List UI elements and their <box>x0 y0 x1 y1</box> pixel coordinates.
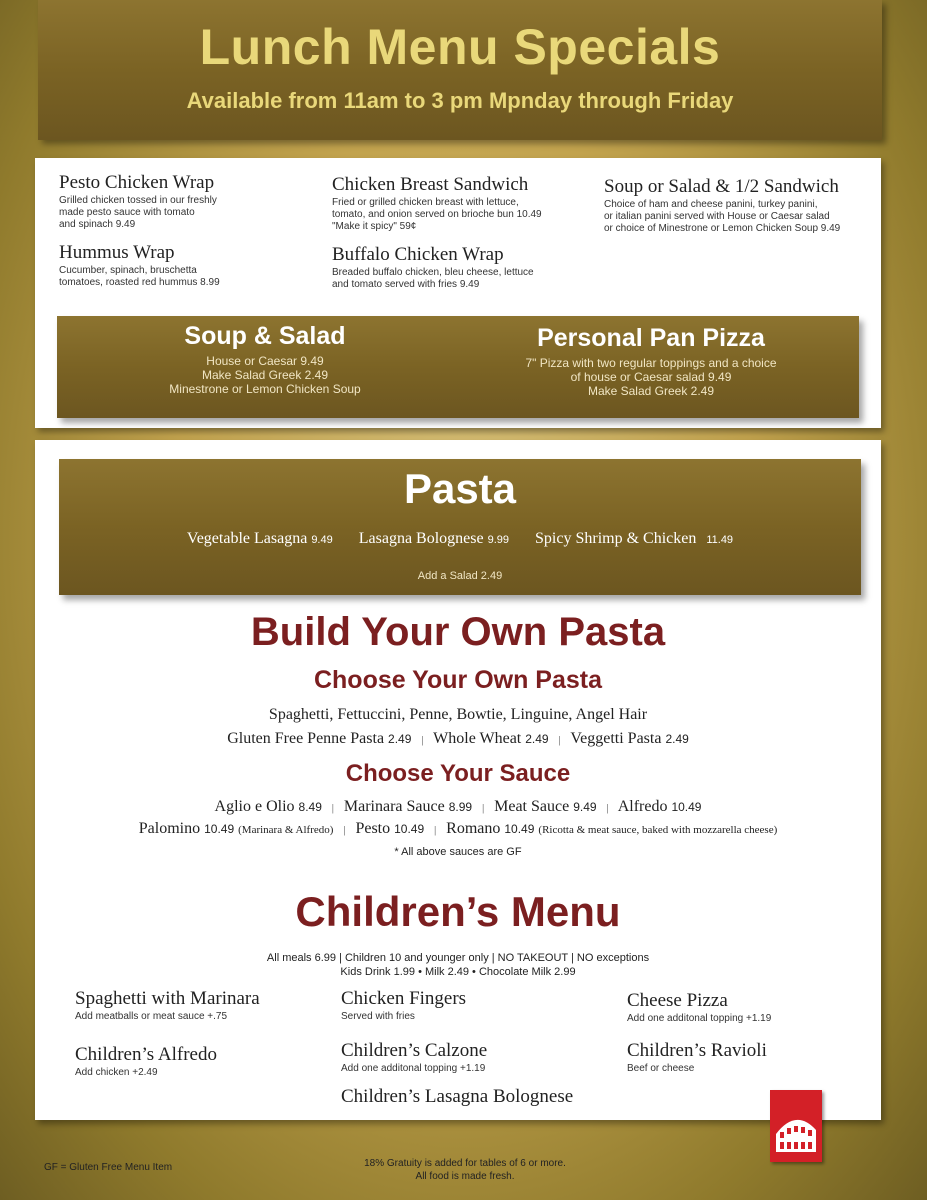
fresh-note: All food is made fresh. <box>415 1171 515 1182</box>
choose-sauce-heading: Choose Your Sauce <box>345 760 571 787</box>
soup-salad-line: Make Salad Greek 2.49 <box>201 368 329 382</box>
soup-salad-title: Soup & Salad <box>184 322 346 350</box>
header-banner <box>38 0 882 140</box>
kids-item: Children’s Lasagna Bolognese <box>341 1086 574 1107</box>
pasta-items <box>59 532 861 547</box>
pizza-title: Personal Pan Pizza <box>537 324 765 352</box>
pizza-line: of house or Caesar salad 9.49 <box>570 370 732 384</box>
kids-item: Children’s Alfredo Add chicken +2.49 <box>75 1044 217 1078</box>
item-desc: Choice of ham and cheese panini, turkey panini, or italian panini served with House or Caesar salad or choice of Minestrone or Lemon Chicken Soup 9.49 <box>604 199 841 234</box>
item-title: Hummus Wrap <box>59 242 175 263</box>
soup-pizza-band <box>57 316 859 418</box>
soup-salad-line: Minestrone or Lemon Chicken Soup <box>169 382 361 396</box>
kids-item: Children’s Ravioli Beef or cheese <box>627 1040 767 1074</box>
item-desc: Grilled chicken tossed in our freshly made pesto sauce with tomato and spinach 9.49 <box>59 195 217 230</box>
colosseum-logo-icon <box>770 1090 822 1162</box>
pasta-item: Lasagna Bolognese <box>358 530 484 547</box>
page-title: Lunch Menu Specials <box>199 19 721 75</box>
pasta-price: 9.99 <box>487 534 510 546</box>
pasta-addon: Add a Salad 2.49 <box>417 570 503 582</box>
pasta-item: Spicy Shrimp & Chicken <box>535 530 697 547</box>
kids-item: Children’s Calzone Add one additonal topping +1.19 <box>341 1040 488 1074</box>
build-section <box>35 600 881 860</box>
pizza-line: 7" Pizza with two regular toppings and a choice <box>525 356 777 370</box>
build-title: Build Your Own Pasta <box>250 610 666 654</box>
item-title: Soup or Salad & 1/2 Sandwich <box>604 176 839 197</box>
pizza-line: Make Salad Greek 2.49 <box>587 384 715 398</box>
pasta-price: 11.49 <box>706 534 734 546</box>
menu-item <box>604 176 840 235</box>
children-info2: Kids Drink 1.99 • Milk 2.49 • Chocolate Milk 2.99 <box>340 966 576 978</box>
pasta-band <box>59 459 861 595</box>
item-desc: Breaded buffalo chicken, bleu cheese, lettuce and tomato served with fries 9.49 <box>332 267 534 290</box>
kids-item: Chicken Fingers Served with fries <box>341 988 467 1022</box>
item-title: Chicken Breast Sandwich <box>332 174 529 195</box>
kids-item: Cheese Pizza Add one additonal topping +1.19 <box>627 990 772 1024</box>
pasta-item: Vegetable Lasagna <box>186 530 308 547</box>
gratuity-note: 18% Gratuity is added for tables of 6 or more. <box>364 1158 566 1169</box>
item-title: Buffalo Chicken Wrap <box>332 244 504 265</box>
menu-item <box>59 172 217 231</box>
menu-item <box>332 174 542 233</box>
pasta-title: Pasta <box>403 465 517 512</box>
menu-item <box>59 242 220 289</box>
pasta-options-line: Spaghetti, Fettuccini, Penne, Bowtie, Linguine, Angel Hair <box>268 706 648 723</box>
menu-item <box>332 244 534 291</box>
soup-salad-line: House or Caesar 9.49 <box>206 354 324 368</box>
item-desc: Cucumber, spinach, bruschetta tomatoes, roasted red hummus 8.99 <box>59 265 220 288</box>
children-info1: All meals 6.99 | Children 10 and younger only | NO TAKEOUT | NO exceptions <box>266 952 650 964</box>
pasta-options-line2: Gluten Free Penne Pasta 2.49 | Whole Wheat 2.49 | Veggetti Pasta 2.49 <box>227 730 689 747</box>
children-title: Children’s Menu <box>295 888 621 935</box>
sauce-line2: Palomino 10.49 (Marinara & Alfredo) | Pesto 10.49 | Romano 10.49 (Ricotta & meat sauce, baked with mozzarella cheese) <box>138 820 778 837</box>
children-section <box>35 880 881 1120</box>
sauce-line1: Aglio e Olio 8.49 | Marinara Sauce 8.99 | Meat Sauce 9.49 | Alfredo 10.49 <box>214 798 702 815</box>
footer-notes <box>300 1157 630 1183</box>
gf-note: * All above sauces are GF <box>394 846 522 858</box>
gf-legend: GF = Gluten Free Menu Item <box>44 1162 173 1173</box>
item-desc: Fried or grilled chicken breast with lettuce, tomato, and onion served on brioche bun 10.49 "Make it spicy" 59¢ <box>332 197 542 232</box>
choose-pasta-heading: Choose Your Own Pasta <box>313 666 603 694</box>
kids-item: Spaghetti with Marinara Add meatballs or meat sauce +.75 <box>75 988 260 1022</box>
page-subtitle: Available from 11am to 3 pm Mpnday through Friday <box>186 88 734 113</box>
pasta-price: 9.49 <box>311 534 333 546</box>
item-title: Pesto Chicken Wrap <box>59 172 215 193</box>
